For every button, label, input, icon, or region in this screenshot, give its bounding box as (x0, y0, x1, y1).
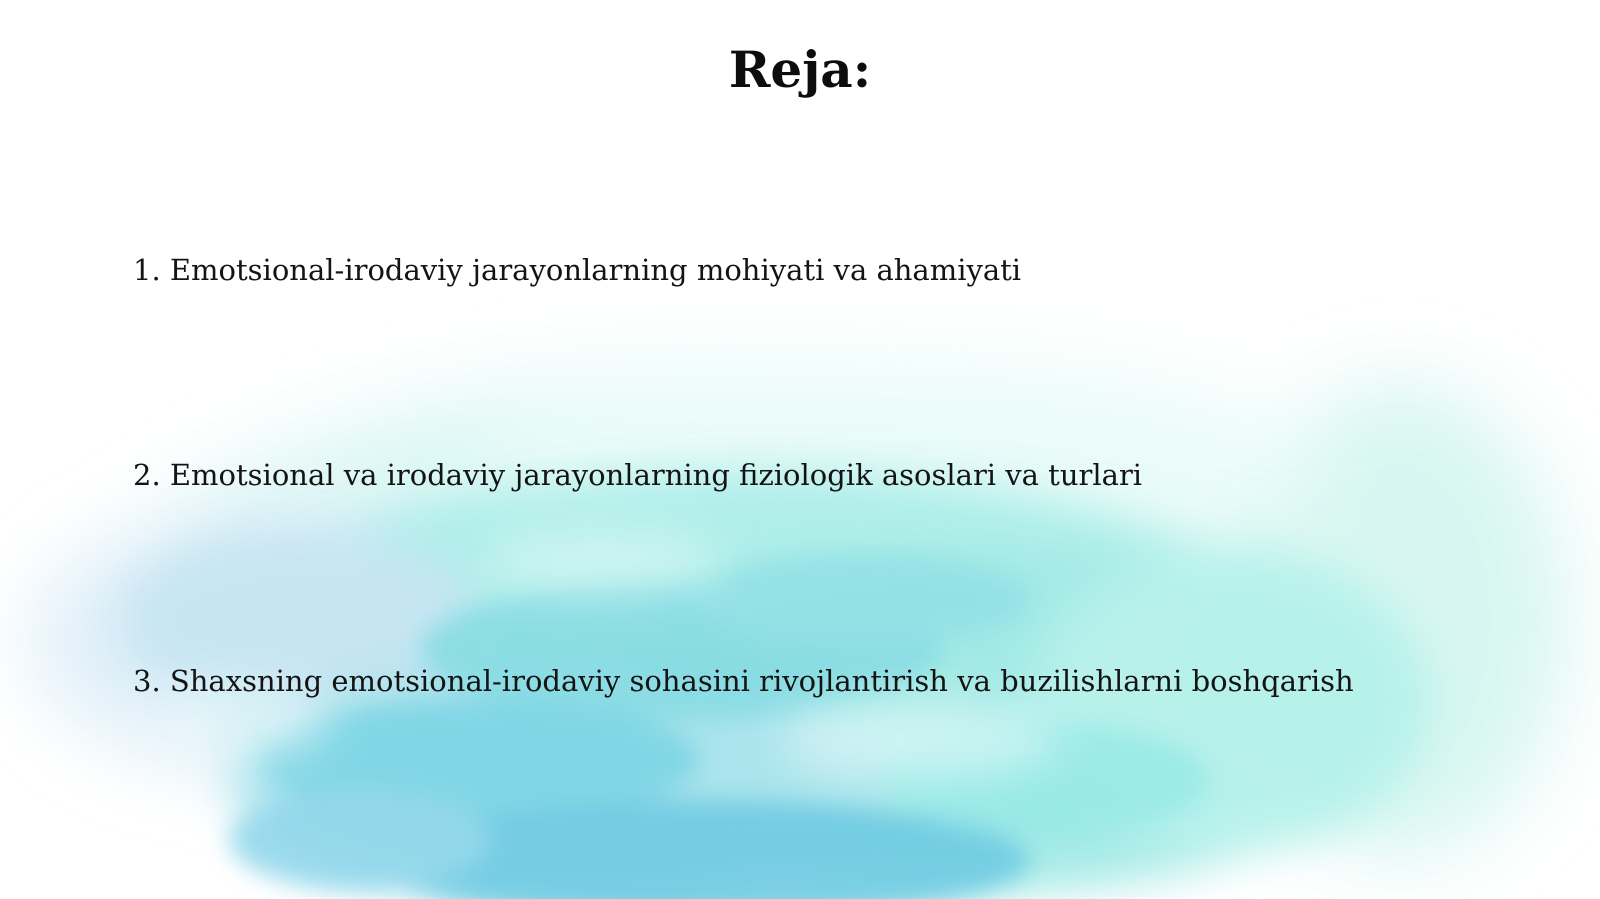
plan-item-3: 3. Shaxsning emotsional-irodaviy sohasini rivojlantirish va buzilishlarni boshqarish (133, 664, 1354, 698)
plan-item-2: 2. Emotsional va irodaviy jarayonlarning fiziologik asoslari va turlari (133, 458, 1143, 492)
plan-item-1: 1. Emotsional-irodaviy jarayonlarning mohiyati va ahamiyati (133, 253, 1022, 287)
slide-title: Reja: (728, 40, 872, 99)
